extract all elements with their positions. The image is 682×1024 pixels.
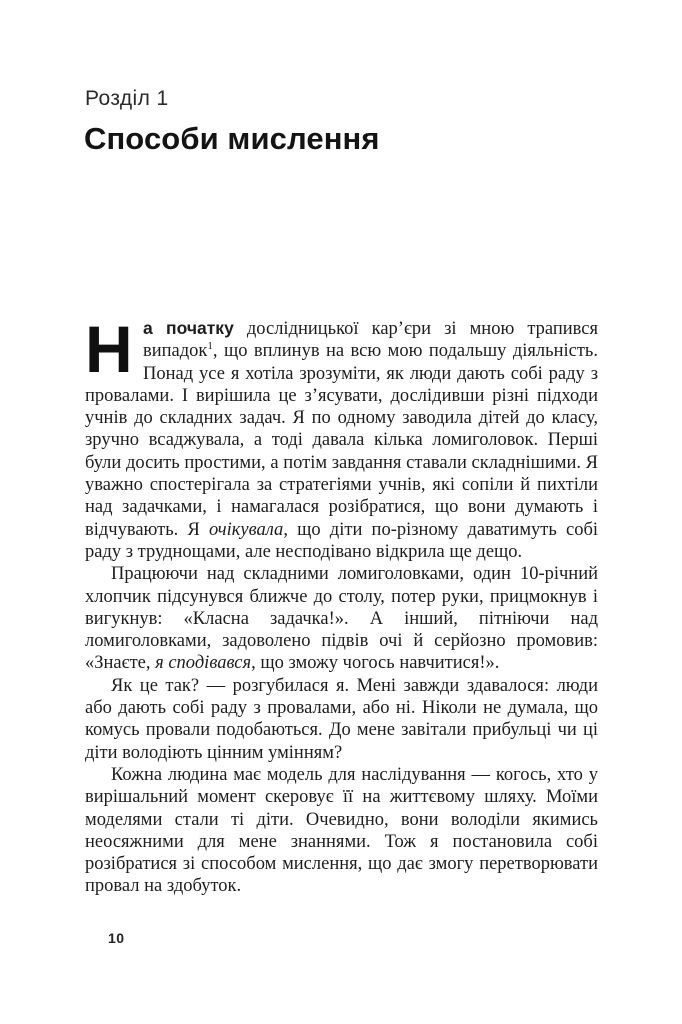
page-title: Способи мислення <box>84 121 380 156</box>
footnote-marker: 1 <box>207 340 213 353</box>
text-run: дослідницької кар’єри зі мною трапився випадок <box>143 319 599 362</box>
paragraph <box>85 312 599 563</box>
text-run: а початку <box>143 318 234 338</box>
text-run: , що вплинув на всю мою подальшу діяльність. Понад усе я хотіла зрозуміти, як люди дають собі раду з провалами. І вирішила це з’ясувати, дослідивши різні підходи учнів до складних задач. Я по одному заводила дітей до класу, зручно всаджувала, а тоді давала кілька ломиголовок. Перші були досить простими, а потім завдання ставали складнішими. Я уважно спостерігала за стратегіями учнів, які сопіли й пихтіли над задачками, і намагалася розібратися, що вони думають і відчувають. Я <box>85 341 598 540</box>
paragraph <box>85 764 598 898</box>
body-text <box>85 312 599 898</box>
text-run: , що діти по-різному даватимуть собі раду з труднощами, але несподівано відкрила ще дещо. <box>85 519 599 562</box>
paragraph <box>85 563 598 674</box>
page-number: 10 <box>108 930 125 946</box>
text-run: Кожна людина має модель для наслідування — когось, хто у вирішальний момент скеровує її на життєвому шляху. Моїми моделями стали ті діти. Очевидно, вони володіли якимись неосяжними для мене знаннями. Тож я постановила собі розібратися зі способом мислення, що дає змогу перетворювати провал на здобуток. <box>85 764 598 897</box>
drop-cap: Н <box>85 312 133 386</box>
chapter-label: Розділ 1 <box>85 87 169 110</box>
text-run: Працюючи над складними ломиголовками, один 10-річний хлопчик підсунувся ближче до столу, потер руки, прицмокнув і вигукнув: «Класна задачка!». А інший, пітніючи над ломиголовками, задоволено підвів очі й серйозно промовив: «Знаєте, <box>85 564 598 674</box>
paragraph <box>85 675 598 764</box>
text-run: я сподівався <box>155 653 252 674</box>
text-run: очікувала <box>209 519 284 540</box>
text-run: Як це так? — розгубилася я. Мені завжди здавалося: люди або дають собі раду з провалами, або ні. Ніколи не думала, що комусь провали подобаються. До мене завітали прибульці чи ці діти володіють цінним умінням? <box>85 675 598 763</box>
text-run: , що зможу чогось навчитися!». <box>251 653 500 674</box>
